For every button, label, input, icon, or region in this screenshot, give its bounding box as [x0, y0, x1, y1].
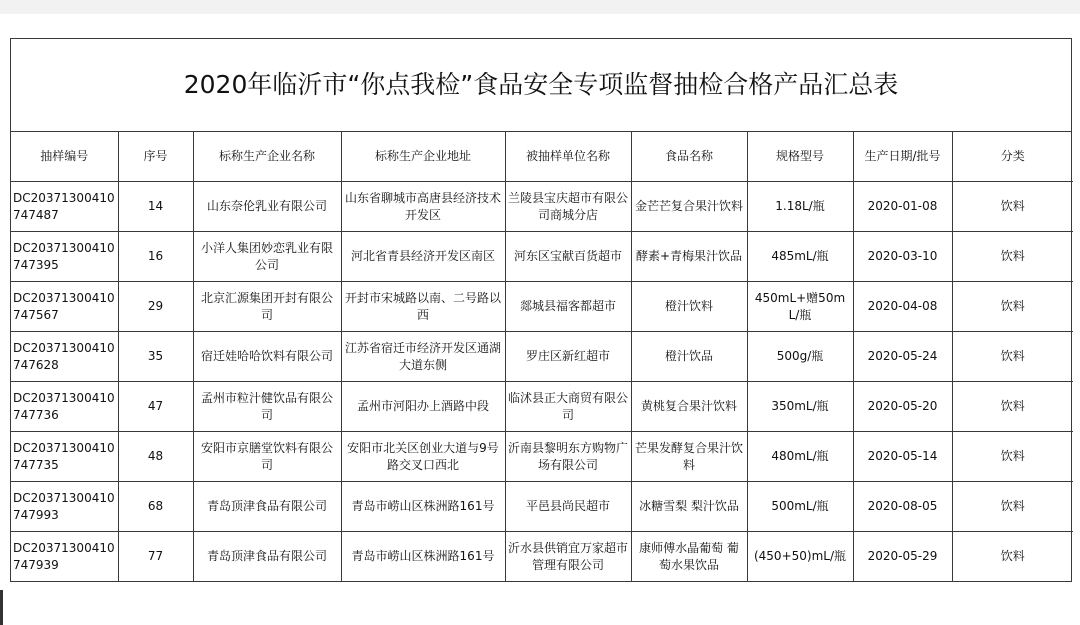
cell-category: 饮料	[952, 332, 1073, 382]
table-row	[11, 182, 1073, 232]
cell-sample-id: DC20371300410747993	[11, 482, 118, 532]
cell-address: 江苏省宿迁市经济开发区通湖大道东侧	[341, 332, 505, 382]
cell-sampled-unit: 河东区宝献百货超市	[505, 232, 631, 282]
cell-spec: 500g/瓶	[747, 332, 853, 382]
cell-address: 河北省青县经济开发区南区	[341, 232, 505, 282]
header-manufacturer: 标称生产企业名称	[193, 132, 341, 182]
cell-spec: (450+50)mL/瓶	[747, 532, 853, 582]
cell-food-name: 橙汁饮料	[631, 282, 747, 332]
page-edge-mark	[0, 590, 3, 625]
header-row	[11, 132, 1073, 182]
cell-spec: 480mL/瓶	[747, 432, 853, 482]
cell-seq: 48	[118, 432, 193, 482]
cell-food-name: 冰糖雪梨 梨汁饮品	[631, 482, 747, 532]
cell-seq: 77	[118, 532, 193, 582]
cell-seq: 35	[118, 332, 193, 382]
table-row	[11, 232, 1073, 282]
cell-sampled-unit: 罗庄区新红超市	[505, 332, 631, 382]
summary-sheet	[10, 38, 1072, 582]
cell-category: 饮料	[952, 482, 1073, 532]
cell-sample-id: DC20371300410747395	[11, 232, 118, 282]
cell-address: 开封市宋城路以南、二号路以西	[341, 282, 505, 332]
top-margin-band	[0, 0, 1080, 14]
cell-seq: 68	[118, 482, 193, 532]
header-address: 标称生产企业地址	[341, 132, 505, 182]
table-row	[11, 532, 1073, 582]
cell-sampled-unit: 沂南县黎明东方购物广场有限公司	[505, 432, 631, 482]
cell-category: 饮料	[952, 182, 1073, 232]
header-seq: 序号	[118, 132, 193, 182]
cell-manufacturer: 山东奈伦乳业有限公司	[193, 182, 341, 232]
cell-address: 青岛市崂山区株洲路161号	[341, 532, 505, 582]
cell-food-name: 黄桃复合果汁饮料	[631, 382, 747, 432]
table-row	[11, 282, 1073, 332]
cell-food-name: 橙汁饮品	[631, 332, 747, 382]
cell-address: 青岛市崂山区株洲路161号	[341, 482, 505, 532]
product-table	[11, 132, 1073, 581]
cell-spec: 350mL/瓶	[747, 382, 853, 432]
cell-sampled-unit: 沂水县供销宜万家超市管理有限公司	[505, 532, 631, 582]
sheet-title: 2020年临沂市“你点我检”食品安全专项监督抽检合格产品汇总表	[11, 39, 1071, 132]
cell-date: 2020-05-14	[853, 432, 952, 482]
cell-category: 饮料	[952, 232, 1073, 282]
cell-address: 孟州市河阳办上酒路中段	[341, 382, 505, 432]
cell-spec: 500mL/瓶	[747, 482, 853, 532]
table-row	[11, 432, 1073, 482]
cell-manufacturer: 小洋人集团妙恋乳业有限公司	[193, 232, 341, 282]
cell-manufacturer: 北京汇源集团开封有限公司	[193, 282, 341, 332]
cell-date: 2020-05-20	[853, 382, 952, 432]
cell-spec: 485mL/瓶	[747, 232, 853, 282]
cell-date: 2020-01-08	[853, 182, 952, 232]
cell-date: 2020-03-10	[853, 232, 952, 282]
cell-address: 安阳市北关区创业大道与9号路交叉口西北	[341, 432, 505, 482]
cell-food-name: 康师傅水晶葡萄 葡萄水果饮品	[631, 532, 747, 582]
table-row	[11, 332, 1073, 382]
header-sampled-unit: 被抽样单位名称	[505, 132, 631, 182]
cell-sample-id: DC20371300410747567	[11, 282, 118, 332]
cell-seq: 16	[118, 232, 193, 282]
cell-sampled-unit: 临沭县正大商贸有限公司	[505, 382, 631, 432]
cell-spec: 1.18L/瓶	[747, 182, 853, 232]
cell-sample-id: DC20371300410747736	[11, 382, 118, 432]
header-food-name: 食品名称	[631, 132, 747, 182]
cell-seq: 14	[118, 182, 193, 232]
header-date: 生产日期/批号	[853, 132, 952, 182]
cell-manufacturer: 安阳市京膳堂饮料有限公司	[193, 432, 341, 482]
cell-seq: 29	[118, 282, 193, 332]
cell-sample-id: DC20371300410747628	[11, 332, 118, 382]
cell-sampled-unit: 郯城县福客都超市	[505, 282, 631, 332]
cell-category: 饮料	[952, 532, 1073, 582]
cell-sampled-unit: 平邑县尚民超市	[505, 482, 631, 532]
table-row	[11, 482, 1073, 532]
header-category: 分类	[952, 132, 1073, 182]
cell-category: 饮料	[952, 432, 1073, 482]
cell-manufacturer: 青岛顶津食品有限公司	[193, 482, 341, 532]
table-row	[11, 382, 1073, 432]
cell-date: 2020-08-05	[853, 482, 952, 532]
cell-category: 饮料	[952, 282, 1073, 332]
cell-sample-id: DC20371300410747487	[11, 182, 118, 232]
cell-sample-id: DC20371300410747939	[11, 532, 118, 582]
cell-date: 2020-05-24	[853, 332, 952, 382]
cell-sampled-unit: 兰陵县宝庆超市有限公司商城分店	[505, 182, 631, 232]
header-spec: 规格型号	[747, 132, 853, 182]
cell-date: 2020-04-08	[853, 282, 952, 332]
cell-food-name: 金芒芒复合果汁饮料	[631, 182, 747, 232]
cell-spec: 450mL+赠50mL/瓶	[747, 282, 853, 332]
cell-food-name: 酵素+青梅果汁饮品	[631, 232, 747, 282]
cell-date: 2020-05-29	[853, 532, 952, 582]
cell-seq: 47	[118, 382, 193, 432]
cell-food-name: 芒果发酵复合果汁饮料	[631, 432, 747, 482]
cell-manufacturer: 宿迁娃哈哈饮料有限公司	[193, 332, 341, 382]
cell-address: 山东省聊城市高唐县经济技术开发区	[341, 182, 505, 232]
cell-manufacturer: 孟州市粒汁健饮品有限公司	[193, 382, 341, 432]
cell-sample-id: DC20371300410747735	[11, 432, 118, 482]
cell-manufacturer: 青岛顶津食品有限公司	[193, 532, 341, 582]
cell-category: 饮料	[952, 382, 1073, 432]
header-sample-id: 抽样编号	[11, 132, 118, 182]
